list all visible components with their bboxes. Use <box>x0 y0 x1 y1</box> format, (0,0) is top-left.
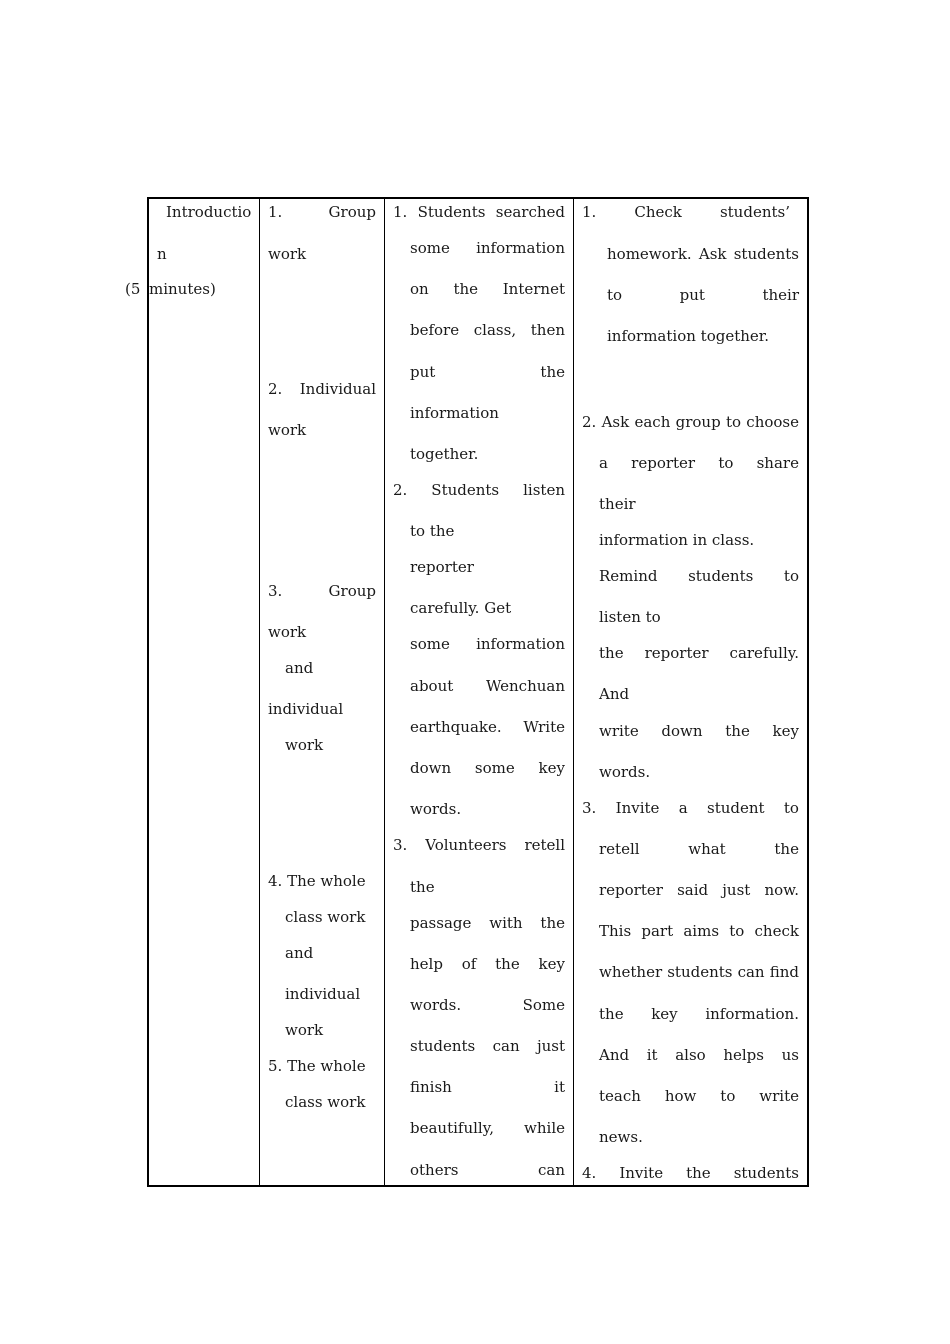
student-activity-line: words. <box>410 800 462 818</box>
teacher-activity-word: students <box>733 245 799 263</box>
teacher-activity-word: the <box>725 722 750 740</box>
teacher-activity-line <box>599 839 799 859</box>
teacher-activity-word: to <box>607 286 623 304</box>
teacher-activity-word: what <box>688 840 726 858</box>
teacher-activity-line <box>599 1086 799 1106</box>
teacher-activity-word: Invite <box>615 799 660 817</box>
student-activity-word: others <box>410 1161 459 1179</box>
student-activity-line <box>410 717 565 737</box>
student-activity-word: beautifully, <box>410 1119 494 1137</box>
activity-type-1-line-2: work <box>268 245 307 263</box>
column-divider-3 <box>573 199 574 1185</box>
activity-type-2-line <box>268 379 376 399</box>
student-activity-line: carefully. Get <box>410 599 512 617</box>
student-activity-line <box>410 1160 565 1180</box>
teacher-activity-line <box>599 721 799 741</box>
teacher-activity-word: Invite <box>619 1164 664 1182</box>
student-activity-word: Some <box>522 996 565 1014</box>
student-activity-line <box>410 279 565 299</box>
teacher-activity-line <box>607 285 799 305</box>
teacher-activity-line <box>599 453 799 473</box>
teacher-activity-word: to <box>718 454 734 472</box>
teacher-activity-word: 3. <box>582 799 597 817</box>
activity-type-3-line-4: individual <box>268 700 344 718</box>
teacher-activity-line <box>582 798 799 818</box>
teacher-activity-word: said <box>677 881 709 899</box>
teacher-activity-word: how <box>664 1087 697 1105</box>
teacher-activity-line: information in class. <box>599 531 755 549</box>
teacher-activity-line <box>582 202 790 222</box>
activity-type-3-line-3: and <box>285 659 314 677</box>
student-activity-line <box>410 320 565 340</box>
teacher-activity-word: Ask <box>698 245 727 263</box>
teacher-activity-word: Check <box>634 203 682 221</box>
teacher-activity-word: to <box>783 567 799 585</box>
teacher-activity-word: group <box>675 413 721 431</box>
activity-type-2-word: Individual <box>299 380 376 398</box>
teacher-activity-word: to <box>725 413 742 431</box>
student-activity-line <box>410 634 565 654</box>
teacher-activity-word: whether <box>599 963 663 981</box>
student-activity-line: information <box>410 404 499 422</box>
teacher-activity-line <box>599 921 799 941</box>
activity-type-1-word: Group <box>328 203 376 221</box>
teacher-activity-word: This <box>599 922 632 940</box>
student-activity-line: reporter <box>410 558 474 576</box>
activity-type-3-word: Group <box>328 582 376 600</box>
student-activity-word: of <box>461 955 477 973</box>
activity-type-1-line <box>268 202 376 222</box>
teacher-activity-word: reporter <box>631 454 696 472</box>
teacher-activity-word: Ask <box>601 413 630 431</box>
student-activity-word: the <box>495 955 520 973</box>
student-activity-word: some <box>410 635 450 653</box>
teacher-activity-line <box>582 412 799 432</box>
student-activity-word: information <box>476 239 565 257</box>
student-activity-line <box>393 480 565 500</box>
column-divider-1 <box>259 199 260 1185</box>
activity-type-1-number: 1. <box>268 203 283 221</box>
teacher-activity-word: students <box>733 1164 799 1182</box>
student-activity-line <box>410 1118 565 1138</box>
teacher-activity-word: retell <box>599 840 640 858</box>
teacher-activity-word: to <box>783 799 799 817</box>
teacher-activity-word: a <box>678 799 688 817</box>
student-activity-word: the <box>540 914 565 932</box>
student-activity-word: Internet <box>502 280 565 298</box>
student-activity-word: down <box>410 759 452 777</box>
student-activity-line <box>410 362 565 382</box>
teacher-activity-line <box>599 962 799 982</box>
student-activity-line <box>410 954 565 974</box>
student-activity-word: while <box>524 1119 565 1137</box>
student-activity-word: can <box>492 1037 520 1055</box>
student-activity-word: searched <box>495 203 565 221</box>
student-activity-word: words. <box>410 996 462 1014</box>
teacher-activity-line <box>599 566 799 586</box>
teacher-activity-word: write <box>759 1087 799 1105</box>
teacher-activity-word: the <box>686 1164 711 1182</box>
student-activity-word: Volunteers <box>425 836 507 854</box>
student-activity-word: some <box>410 239 450 257</box>
student-activity-word: key <box>538 955 565 973</box>
teacher-activity-line <box>599 880 799 900</box>
teacher-activity-word: student <box>707 799 765 817</box>
activity-type-3-line <box>268 581 376 601</box>
activity-type-4-line-2: class work <box>285 908 366 926</box>
teacher-activity-word: homework. <box>607 245 692 263</box>
student-activity-word: class, <box>473 321 517 339</box>
activity-type-3-line-2: work <box>268 623 307 641</box>
student-activity-word: about <box>410 677 454 695</box>
teacher-activity-line <box>607 244 799 264</box>
stage-name-line-1: Introductio <box>166 203 252 221</box>
student-activity-word: key <box>538 759 565 777</box>
teacher-activity-word: carefully. <box>729 644 799 662</box>
student-activity-word: Students <box>417 203 486 221</box>
teacher-activity-line: information together. <box>607 327 770 345</box>
activity-type-5-line-2: class work <box>285 1093 366 1111</box>
teacher-activity-word: choose <box>746 413 799 431</box>
student-activity-line <box>393 202 565 222</box>
student-activity-word: then <box>530 321 565 339</box>
teacher-activity-word: write <box>599 722 639 740</box>
student-activity-word: Wenchuan <box>485 677 565 695</box>
student-activity-word: Students <box>431 481 500 499</box>
student-activity-word: it <box>554 1078 565 1096</box>
teacher-activity-word: each <box>634 413 671 431</box>
teacher-activity-word: reporter <box>599 881 663 899</box>
column-divider-2 <box>384 199 385 1185</box>
activity-type-4-line-3: and <box>285 944 314 962</box>
student-activity-line <box>410 758 565 778</box>
student-activity-word: with <box>489 914 523 932</box>
student-activity-line: the <box>410 878 435 896</box>
teacher-activity-word: down <box>661 722 703 740</box>
student-activity-word: information <box>476 635 565 653</box>
teacher-activity-word: 2. <box>582 413 597 431</box>
teacher-activity-word: the <box>774 840 799 858</box>
student-activity-line <box>410 676 565 696</box>
teacher-activity-word: share <box>756 454 799 472</box>
activity-type-4-line-1: 4. The whole <box>268 872 366 890</box>
activity-type-3-number: 3. <box>268 582 283 600</box>
teacher-activity-word: now. <box>764 881 799 899</box>
student-activity-line <box>410 1036 565 1056</box>
teacher-activity-word: helps <box>723 1046 764 1064</box>
teacher-activity-line: And <box>599 685 630 703</box>
teacher-activity-line <box>582 1163 799 1183</box>
activity-type-3-line-5: work <box>285 736 324 754</box>
student-activity-word: help <box>410 955 443 973</box>
student-activity-line <box>410 995 565 1015</box>
student-activity-word: 1. <box>393 203 408 221</box>
activity-type-4-line-5: work <box>285 1021 324 1039</box>
teacher-activity-word: reporter <box>644 644 709 662</box>
teacher-activity-word: teach <box>599 1087 641 1105</box>
teacher-activity-line: listen to <box>599 608 661 626</box>
activity-type-4-line-4: individual <box>285 985 361 1003</box>
student-activity-word: passage <box>410 914 472 932</box>
teacher-activity-word: key <box>772 722 799 740</box>
teacher-activity-word: aims <box>683 922 720 940</box>
teacher-activity-word: key <box>651 1005 678 1023</box>
student-activity-word: on <box>410 280 429 298</box>
student-activity-line <box>410 913 565 933</box>
student-activity-word: 2. <box>393 481 408 499</box>
teacher-activity-word: find <box>769 963 799 981</box>
student-activity-word: 3. <box>393 836 408 854</box>
student-activity-word: put <box>410 363 436 381</box>
stage-duration-prefix: (5 <box>125 280 141 298</box>
teacher-activity-word: us <box>781 1046 799 1064</box>
student-activity-line: to the <box>410 522 455 540</box>
teacher-activity-word: 1. <box>582 203 597 221</box>
teacher-activity-word: also <box>675 1046 706 1064</box>
student-activity-line: together. <box>410 445 479 463</box>
teacher-activity-word: their <box>762 286 799 304</box>
student-activity-line <box>410 238 565 258</box>
teacher-activity-line: their <box>599 495 636 513</box>
teacher-activity-line <box>599 643 799 663</box>
teacher-activity-word: And <box>599 1046 630 1064</box>
student-activity-word: listen <box>523 481 565 499</box>
teacher-activity-line: news. <box>599 1128 643 1146</box>
activity-type-2-number: 2. <box>268 380 283 398</box>
student-activity-word: Write <box>523 718 565 736</box>
teacher-activity-word: part <box>641 922 674 940</box>
student-activity-word: the <box>540 363 565 381</box>
teacher-activity-word: check <box>754 922 799 940</box>
teacher-activity-line: words. <box>599 763 651 781</box>
teacher-activity-word: students’ <box>719 203 790 221</box>
teacher-activity-word: it <box>646 1046 658 1064</box>
student-activity-word: the <box>453 280 479 298</box>
teacher-activity-word: put <box>679 286 705 304</box>
teacher-activity-word: to <box>720 1087 736 1105</box>
teacher-activity-word: can <box>737 963 765 981</box>
teacher-activity-word: students <box>667 963 733 981</box>
student-activity-word: finish <box>410 1078 452 1096</box>
student-activity-line <box>393 835 565 855</box>
student-activity-word: students <box>410 1037 476 1055</box>
activity-type-5-line-1: 5. The whole <box>268 1057 366 1075</box>
stage-name-line-2: n <box>157 245 167 263</box>
teacher-activity-line <box>599 1045 799 1065</box>
teacher-activity-word: just <box>722 881 751 899</box>
teacher-activity-word: Remind <box>599 567 658 585</box>
teacher-activity-line <box>599 1004 799 1024</box>
student-activity-word: some <box>474 759 515 777</box>
student-activity-line <box>410 1077 565 1097</box>
student-activity-word: just <box>536 1037 565 1055</box>
activity-type-2-line-2: work <box>268 421 307 439</box>
student-activity-word: earthquake. <box>410 718 502 736</box>
teacher-activity-word: the <box>599 644 624 662</box>
stage-duration: minutes) <box>149 280 216 298</box>
teacher-activity-word: 4. <box>582 1164 597 1182</box>
student-activity-word: retell <box>524 836 565 854</box>
student-activity-word: can <box>537 1161 565 1179</box>
teacher-activity-word: information. <box>705 1005 799 1023</box>
teacher-activity-word: students <box>688 567 754 585</box>
student-activity-word: before <box>410 321 460 339</box>
teacher-activity-word: the <box>599 1005 624 1023</box>
teacher-activity-word: a <box>599 454 608 472</box>
teacher-activity-word: to <box>729 922 745 940</box>
